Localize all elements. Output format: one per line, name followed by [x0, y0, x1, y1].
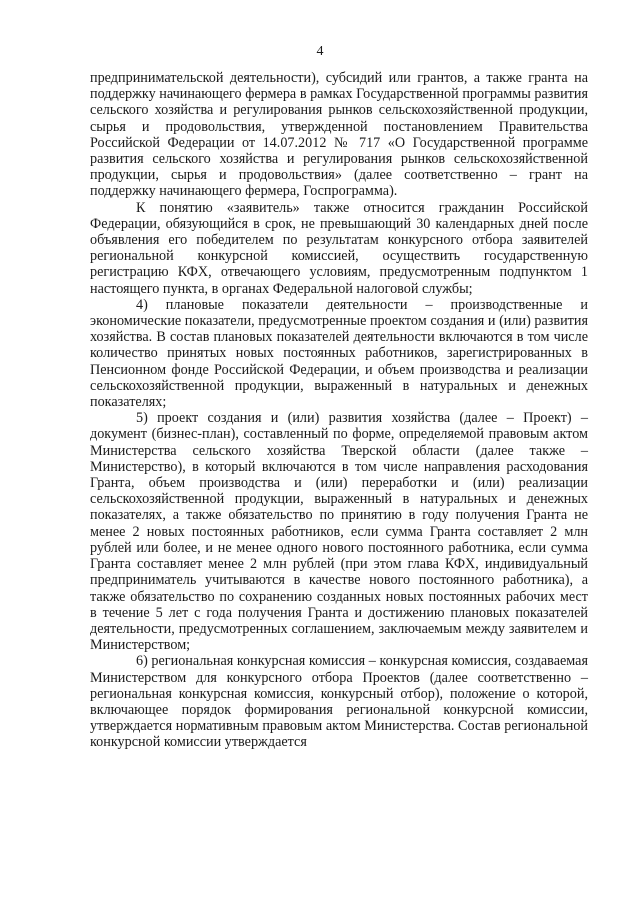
- document-body: [90, 70, 588, 751]
- paragraph-item-5-project: 5) проект создания и (или) развития хозяйства (далее – Проект) – документ (бизнес-план), составленный по форме, определяемой правовым актом Министерства сельского хозяйства Тверской области (далее также – Министерство), в который включаются в том числе направления расходования Гранта, объем производства и (или) переработки и (или) реализации сельскохозяйственной продукции, выраженный в натуральных и денежных показателях, а также обязательство по принятию в году получения Гранта не менее 2 новых постоянных работников, если сумма Гранта составляет 2 млн рублей или более, и не менее одного нового постоянного работника, если сумма Гранта составляет менее 2 млн рублей (при этом глава КФХ, индивидуальный предприниматель учитываются в качестве нового постоянного работника), а также обязательство по сохранению созданных новых постоянных рабочих мест в течение 5 лет с года получения Гранта и достижению плановых показателей деятельности, предусмотренных соглашением, заключаемым между заявителем и Министерством;: [90, 410, 588, 654]
- paragraph-applicant-definition: К понятию «заявитель» также относится гражданин Российской Федерации, обязующийся в срок, не превышающий 30 календарных дней после объявления его победителем по результатам конкурсного отбора заявителей региональной конкурсной комиссией, осуществить государственную регистрацию КФХ, отвечающего условиям, предусмотренным подпунктом 1 настоящего пункта, в органах Федеральной налоговой службы;: [90, 199, 588, 297]
- page-number: 4: [316, 44, 324, 59]
- paragraph-item-4-planned-indicators: 4) плановые показатели деятельности – производственные и экономические показатели, предусмотренные проектом создания и (или) развития хозяйства. В состав плановых показателей деятельности включаются в том числе количество принятых новых постоянных работников, зарегистрированных в Пенсионном фонде Российской Федерации, и объем производства и реализации сельскохозяйственной продукции, выраженный в натуральных и денежных показателях;: [90, 296, 588, 411]
- paragraph-intro-continuation: предпринимательской деятельности), субсидий или грантов, а также гранта на поддержку начинающего фермера в рамках Государственной программы развития сельского хозяйства и регулирования рынков сельскохозяйственной продукции, сырья и продовольствия, утвержденной постановлением Правительства Российской Федерации от 14.07.2012 № 717 «О Государственной программе развития сельского хозяйства и регулирования рынков сельскохозяйственной продукции, сырья и продовольствия» (далее соответственно – грант на поддержку начинающего фермера, Госпрограмма).: [90, 70, 588, 200]
- paragraph-item-6-regional-commission: 6) региональная конкурсная комиссия – конкурсная комиссия, создаваемая Министерством для конкурсного отбора Проектов (далее соответственно – региональная конкурсная комиссия, конкурсный отбор), положение о которой, включающее порядок формирования региональной конкурсной комиссии, утверждается нормативным правовым актом Министерства. Состав региональной конкурсной комиссии утверждается: [90, 653, 588, 751]
